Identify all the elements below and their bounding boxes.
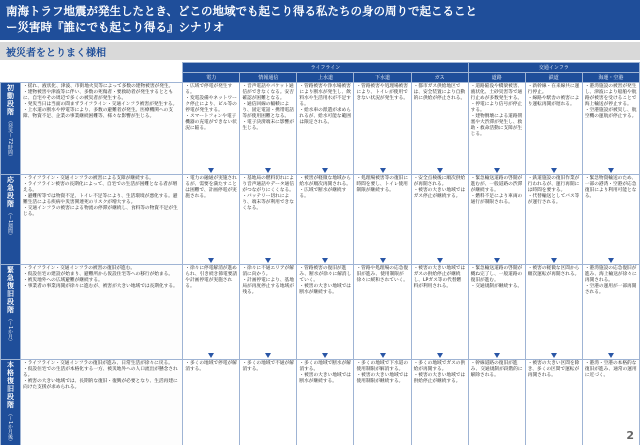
impact-cell-road [468,175,525,265]
impact-text: ・管路被害の復旧が進み、断水が徐々に解消していく。 ・被害の大きい地域では断水が継続する。 [299,266,352,295]
page-title-line1: 南海トラフ地震が発生したとき、どこの地域でも起こり得る私たちの身の周りで起こること [6,4,478,18]
down-arrow-icon [551,258,557,263]
phase-label [1,360,21,445]
impact-cell-electric [183,83,240,175]
impact-text: ・幹線道路の復旧が進み、交通規制が段階的に解除される。 [470,361,523,378]
down-arrow-icon [551,353,557,358]
impact-cell-sewer [354,83,411,175]
impact-cell-port [582,83,639,175]
impact-text: ・都市ガス供給地区では、安全装置により自動的に供給が停止される。 [413,84,466,101]
phase-general-description [21,360,183,445]
down-arrow-icon [608,168,614,173]
impact-text: ・広域で停電が発生する。 ・変電設備やネットワーク停止により、ビル等の停電が発生する。 ・スマートフォンや電子機器の充電ができない状況に陥る。 [185,84,237,131]
impact-cell-water [297,265,354,360]
down-arrow-icon [608,353,614,358]
impact-cell-road [468,265,525,360]
impact-text: ・道路陥没や橋梁被害、液状化、土砂災害等で通行止めが多数発生する。 ・停電により信号が停止する。 ・建物倒壊による道路閉塞や大渋滞が発生し、救助・救命活動に支障が生じる。 [470,84,523,137]
down-arrow-icon [265,258,271,263]
impact-text: ・管路被害や浄水場被害により断水が発生し、飲料水や生活用水が不足する。 ・給水車の派遣が求められるが、給水可能な範囲は限定される。 [299,84,351,125]
down-arrow-icon [265,353,271,358]
phase-period: （発災～72時間） [7,118,13,160]
impact-text: ・電力の融通が実施されるが、需要を満たすことは困難で、計画停電が実施される。 [185,176,237,199]
phase-title: 緊急復旧段階 [6,266,15,314]
phase-title: 本格復旧段階 [6,361,15,409]
column-header-rail: 鉄道 [525,73,582,83]
column-header-water: 上水道 [297,73,354,83]
down-arrow-icon [208,168,214,173]
down-arrow-icon [551,168,557,173]
down-arrow-icon [322,168,328,173]
impact-cell-water [297,360,354,445]
down-arrow-icon [322,353,328,358]
group-header-lifeline: ライフライン [183,63,468,73]
impact-text: ・緊急輸送道路の啓開が進むが、一般道路の渋滞が継続する。 ・燃料不足により車両の通行が制限される。 [470,176,523,205]
impact-text: ・安全点検後に順次供給が再開される。 ・被害の大きい地域ではガス停止が継続する。 [413,176,466,199]
impact-text: ・緊急輸送道路の啓開が概ね完了し、一般道路の復旧が進む。 ・交通規制が継続する。 [470,266,523,289]
section-subtitle: 被災者をとりまく様相 [0,42,640,60]
impact-cell-telecom [240,265,297,360]
phase-period: （～1週間） [7,210,13,239]
impact-cell-rail [525,175,582,265]
down-arrow-icon [437,353,443,358]
page-number: 2 [626,429,634,442]
impact-text: ・鉄道施設の復旧作業が行われるが、運行再開には時間を要する。 ・代替輸送としてバス等が運行される。 [527,176,580,205]
impact-text: ・港湾施設の応急復旧が進み、海上輸送が徐々に再開される。 ・空港の運用が一部再開される。 [584,266,637,295]
column-header-sewer: 下水道 [354,73,411,83]
table-corner [1,63,183,83]
impact-cell-road [468,360,525,445]
down-arrow-icon [208,353,214,358]
phase-label [1,265,21,360]
impact-cell-telecom [240,360,297,445]
impact-cell-road [468,83,525,175]
phase-general-description [21,265,183,360]
impact-cell-electric [183,265,240,360]
column-header-electric: 電力 [183,73,240,83]
header-banner [0,0,640,40]
impact-cell-water [297,175,354,265]
phase-row [1,360,640,445]
impact-cell-water [297,83,354,175]
down-arrow-icon [494,168,500,173]
general-text: ・ライフライン・交通インフラの被害による支障が継続する。 ・ライフライン被害の長期化によって、自宅での生活が困難となる者が増える。 ・避難所等では物資不足、トイレ不足等により、生活環境が悪化する。避難生活による疾病や災害関連死のリスクが増大する。 ・交通インフラの被害による物流の停滞が継続し、食料等の物資不足が生じる。 [23,176,178,217]
down-arrow-icon [494,258,500,263]
impact-text: ・多くの地域で下水道の使用制限が解消する。 ・被害の大きい地域では使用制限が継続する。 [356,361,409,384]
impact-text: ・徐々に停電解消が進められ、引き続き節電要請や計画停電が実施される。 [185,266,238,289]
impact-cell-rail [525,360,582,445]
impact-text: ・被害の大きい地域ではガスの供給停止が継続し、LPガス等の代替燃料が利用される。 [413,266,466,289]
impact-cell-gas [411,175,468,265]
impact-cell-electric [183,360,240,445]
impact-text: ・管路被害や処理場被害により、トイレが使用できない状況が発生する。 [356,84,409,101]
impact-cell-sewer [354,175,411,265]
impact-text: ・処理場被害等の復旧に時間を要し、トイレ使用制限が継続する。 [356,176,409,193]
page-title-line2: ー災害時『誰にでも起こり得る』シナリオ [6,20,225,34]
down-arrow-icon [494,353,500,358]
column-header-road: 道路 [468,73,525,83]
down-arrow-icon [437,168,443,173]
impact-text: ・基地局の燃料切れにより音声通話やデータ通信がつながりにくくなる。 ・バッテリー切れにより、端末等が利用できなくなる。 [242,176,294,211]
impact-cell-rail [525,265,582,360]
down-arrow-icon [437,258,443,263]
phase-title: 初動段階 [6,84,15,116]
impact-cell-sewer [354,265,411,360]
down-arrow-icon [265,168,271,173]
phase-period: （～1か月後） [7,411,13,445]
phase-label [1,175,21,265]
phase-general-description [21,175,183,265]
impact-cell-telecom [240,175,297,265]
impact-cell-rail [525,83,582,175]
impact-text: ・多くの地域で停電が解消する。 [185,361,237,372]
impact-text: ・港湾・空港の本格的な復旧が進み、通常の運用に近づく。 [584,361,637,378]
column-header-port: 海運・空港 [582,73,639,83]
impact-cell-port [582,175,639,265]
phase-row [1,175,640,265]
impact-cell-gas [411,265,468,360]
impact-cell-sewer [354,360,411,445]
impact-text: ・音声電話やパケット通信ができなくなる。安否確認が困難となる。 ・通信回線の輻輳により、固定電話・携帯電話等が使用困難となる。 ・電子決済端末に影響が生じる。 [242,84,294,131]
general-text: ・ライフライン・交通インフラの復旧が進み、日常生活が徐々に戻る。 ・仮設住宅での生活が本格化する一方、被災地外への人口流出が懸念される。 ・被害の大きい地域では、長期的な復旧・復興が必要となり、生活再建に向けた支援が求められる。 [23,361,178,390]
impact-cell-port [582,265,639,360]
general-text: ・ライフライン・交通インフラの被害の復旧が進む。 ・仮設住宅の建設が始まり、避難所から仮設住宅等への移行が始まる。 ・被災地外への広域避難が継続する。 ・事業者の事業再開が徐々に進むが、被害が大きい地域では長期化する。 [23,266,178,289]
column-header-telecom: 情報通信 [240,73,297,83]
impact-text: ・多くの地域で断水が解消する。 ・被害の大きい地域では断水が継続する。 [299,361,351,384]
impact-text: ・被害の軽微な区間から順次運転が再開される。 [527,266,580,277]
impact-text: ・緊急物資輸送のため、一部の港湾・空港が応急復旧により利用可能となる。 [584,176,637,199]
phase-title: 応急段階 [6,176,15,208]
phase-label [1,83,21,175]
down-arrow-icon [380,258,386,263]
phase-general-description [21,83,183,175]
down-arrow-icon [322,258,328,263]
impact-text: ・多くの地域でガスの供給が再開する。 ・被害の大きい地域では供給停止が継続する。 [413,361,466,384]
down-arrow-icon [380,168,386,173]
impact-text: ・被害の大きい区間を除き、多くの区間で運転が再開される。 [527,361,580,378]
general-text: ・揺れ、液状化、津波、市街地火災等によって多数の建物被害が発生。 ・建物被害や津波等に伴い、多数の死傷者・要救助者が発生するとともに、自宅やその周辺で多くの被災者が発生する。 ・発災当日は当面の間まずライフライン・交通インフラ被害が発生する。 ・上水道の断水や停電等により、多数の避難者が発生。医療機関への支障、物資不足、企業の事業継続困難等、様々な影響が生じる。 [23,84,178,119]
down-arrow-icon [208,258,214,263]
impact-text: ・多くの地域で不通が解消する。 [242,361,294,372]
column-header-gas: ガス [411,73,468,83]
phase-row [1,83,640,175]
impact-cell-electric [183,175,240,265]
phase-period: （～1か月） [7,316,13,345]
group-header-transport: 交通インフラ [468,63,639,73]
down-arrow-icon [608,258,614,263]
impact-text: ・被害が軽微な地域から給水が順次再開される。 ・広域で断水が継続する。 [299,176,351,199]
impact-cell-gas [411,83,468,175]
impact-text: ・新幹線・在来線共に運行停止。 ・線路や駅舎の被害により運転再開が遅れる。 [527,84,580,107]
down-arrow-icon [380,353,386,358]
impact-text: ・徐々に不通エリアが解消に向かう。 ・計画停電により、基地局が再度停止する地域が残る。 [242,266,294,295]
phase-row [1,265,640,360]
scenario-table [0,62,640,445]
impact-text: ・管路や処理場の応急復旧が進み、使用制限が徐々に緩和されていく。 [356,266,409,283]
impact-cell-gas [411,360,468,445]
impact-text: ・港湾施設の被害が発生し、津波により船舶や航路が被害を受けることで海上輸送が停止する。 ・空港施設が被災し、航空機の運航が停止する。 [584,84,637,119]
impact-cell-telecom [240,83,297,175]
